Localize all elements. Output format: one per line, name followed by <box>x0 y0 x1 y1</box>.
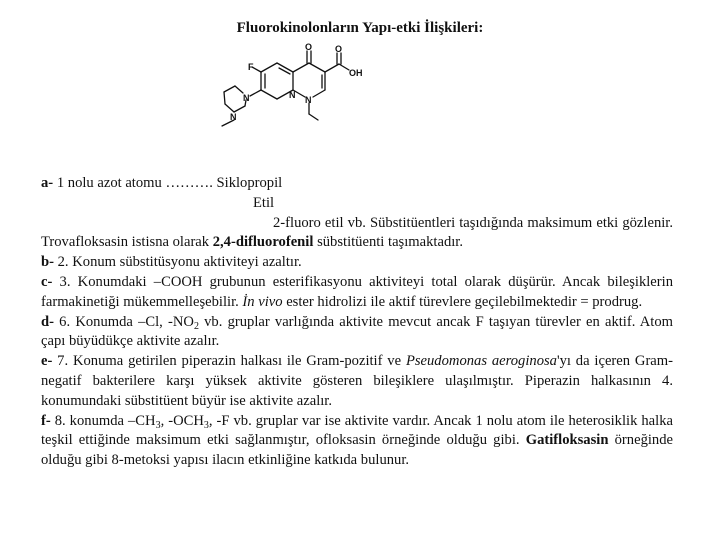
item-text: örneğinde olduğu gibi 8-metoksi yapısı ilacın etkinliğine katkıda bulunur. <box>41 432 673 469</box>
italic-term: Pseudomonas aeroginosa <box>405 353 557 370</box>
atom-label: O <box>335 44 343 54</box>
atom-label: N <box>305 95 312 105</box>
atom-label: N <box>230 112 237 122</box>
item-e <box>41 352 673 411</box>
page-title: Fluorokinolonların Yapı-etki İlişkileri: <box>236 20 484 36</box>
item-label: a- <box>41 175 54 191</box>
item-text: sübstitüenti taşımaktadır. <box>313 234 463 251</box>
item-a-detail <box>41 214 673 254</box>
item-a <box>41 174 673 194</box>
item-text: vb. gruplar varlığında aktivite mevcut ancak F taşıyan türevler en aktif. Atom çapı büyüdükçe aktivite azalır. <box>41 313 673 350</box>
item-label: c- <box>41 273 53 290</box>
item-label: d- <box>41 313 54 330</box>
atom-label: F <box>248 62 254 72</box>
item-text: 8. konumda –CH <box>50 412 156 429</box>
item-label: f- <box>41 412 51 429</box>
atom-label: O <box>305 42 313 52</box>
chemical-structure <box>212 42 372 134</box>
bold-term: Gatifloksasin <box>525 432 609 449</box>
atom-label: OH <box>349 68 363 78</box>
item-text: , -F vb. gruplar var ise aktivite vardır. Ancak 1 nolu atom ile heterosiklik halka teşkil ettiğinde maksimum etki sağlanmıştır, ofloksasin örneğinde olduğu gibi. <box>41 412 673 449</box>
subscript: 3 <box>155 419 161 431</box>
item-b <box>41 253 673 273</box>
item-c <box>41 273 673 313</box>
document-body <box>41 174 673 471</box>
item-text: , -OCH <box>160 412 204 429</box>
item-label: e- <box>41 353 53 370</box>
atom-label: N <box>289 90 296 100</box>
item-text: 1 nolu azot atomu ………. Siklopropil <box>53 175 283 191</box>
item-text: ester hidrolizi ile aktif türevlere geçilebilmektedir = prodrug. <box>282 293 643 310</box>
subscript: 3 <box>203 419 209 431</box>
item-text: 'yı da içeren Gram-negatif bakterilere karşı yüksek aktivite gösteren bileşiklere ulaşılmıştır. Piperazin halkasının 4. konumundaki sübstitüent büyür ise aktivite azalır. <box>41 353 673 409</box>
item-text: 3. Konumdaki –COOH grubunun esterifikasyonu aktiviteyi total olarak düşürür. Ancak bileşiklerin farmakinetiği mükemmelleşebilir. <box>41 273 673 310</box>
item-text: 2-fluoro etil vb. Sübstitüentleri taşıdığında maksimum etki gözlenir. Trovafloksasin istisna olarak <box>41 214 673 251</box>
item-text: 6. Konumda –Cl, -NO <box>53 313 194 330</box>
subscript: 2 <box>193 320 199 332</box>
italic-term: İn vivo <box>242 293 283 310</box>
item-d <box>41 313 673 353</box>
item-f <box>41 412 673 471</box>
bold-term: 2,4-difluorofenil <box>212 234 314 251</box>
item-label: b- <box>41 254 54 271</box>
item-text: 2. Konum sübstitüsyonu aktiviteyi azaltır. <box>53 254 302 271</box>
item-text: Etil <box>253 194 275 211</box>
atom-label: N <box>243 93 250 103</box>
item-text: 7. Konuma getirilen piperazin halkası ile Gram-pozitif ve <box>52 353 406 370</box>
item-a-line <box>41 194 673 214</box>
